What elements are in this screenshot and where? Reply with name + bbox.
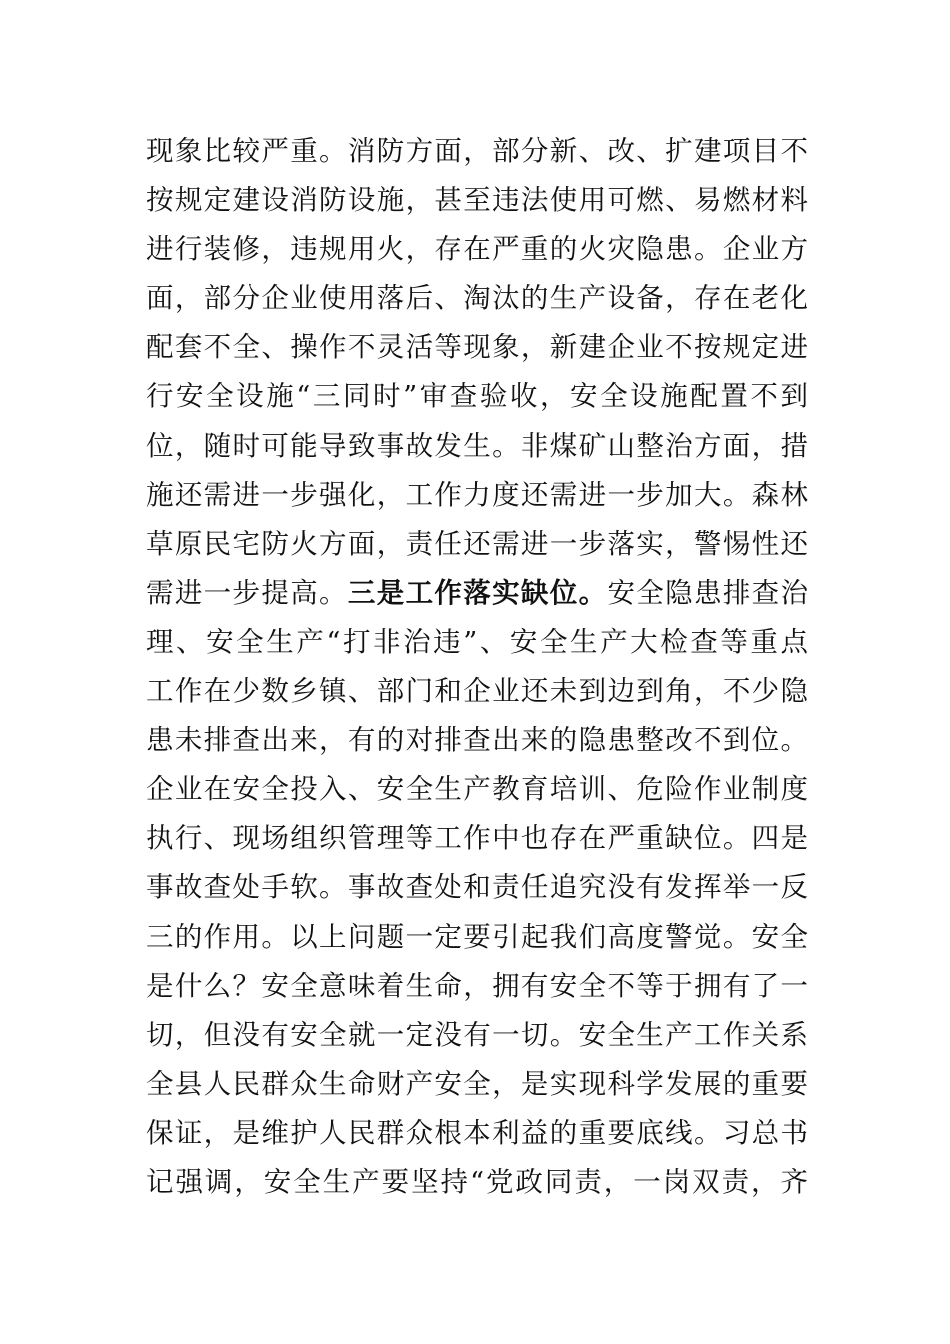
text-line: 按规定建设消防设施，甚至违法使用可燃、易燃材料	[146, 184, 808, 217]
text-line: 理、安全生产“打非治违”、安全生产大检查等重点	[146, 625, 808, 658]
text-line: 保证，是维护人民群众根本利益的重要底线。习总书	[146, 1116, 808, 1149]
text-line: 工作在少数乡镇、部门和企业还未到边到角，不少隐	[146, 675, 808, 708]
text-line: 施还需进一步强化，工作力度还需进一步加大。森林	[146, 478, 808, 511]
text-line: 患未排查出来，有的对排查出来的隐患整改不到位。	[146, 724, 808, 757]
text-line: 企业在安全投入、安全生产教育培训、危险作业制度	[146, 773, 808, 806]
bold-heading-run: 三是工作落实缺位。	[347, 576, 608, 609]
text-line: 进行装修，违规用火，存在严重的火灾隐患。企业方	[146, 233, 808, 266]
text-line: 现象比较严重。消防方面，部分新、改、扩建项目不	[146, 135, 808, 167]
text-line: 全县人民群众生命财产安全，是实现科学发展的重要	[146, 1067, 808, 1100]
text-line: 面，部分企业使用落后、淘汰的生产设备，存在老化	[146, 282, 808, 315]
text-line: 切，但没有安全就一定没有一切。安全生产工作关系	[146, 1018, 808, 1051]
text-line: 三的作用。以上问题一定要引起我们高度警觉。安全	[146, 920, 808, 953]
text-line-mixed	[146, 569, 808, 618]
text-line: 行安全设施“三同时”审查验收，安全设施配置不到	[146, 380, 808, 413]
text-line: 记强调，安全生产要坚持“党政同责，一岗双责，齐	[146, 1165, 808, 1198]
text-line: 配套不全、操作不灵活等现象，新建企业不按规定进	[146, 331, 808, 364]
text-run: 需进一步提高。	[146, 576, 348, 609]
text-line: 是什么？安全意味着生命，拥有安全不等于拥有了一	[146, 969, 808, 1002]
text-run: 安全隐患排查治	[607, 576, 809, 609]
body-paragraph	[146, 127, 808, 1207]
text-line: 位，随时可能导致事故发生。非煤矿山整治方面，措	[146, 429, 808, 462]
text-line: 执行、现场组织管理等工作中也存在严重缺位。四是	[146, 822, 808, 855]
text-line: 草原民宅防火方面，责任还需进一步落实，警惕性还	[146, 527, 808, 560]
text-line: 事故查处手软。事故查处和责任追究没有发挥举一反	[146, 871, 808, 904]
